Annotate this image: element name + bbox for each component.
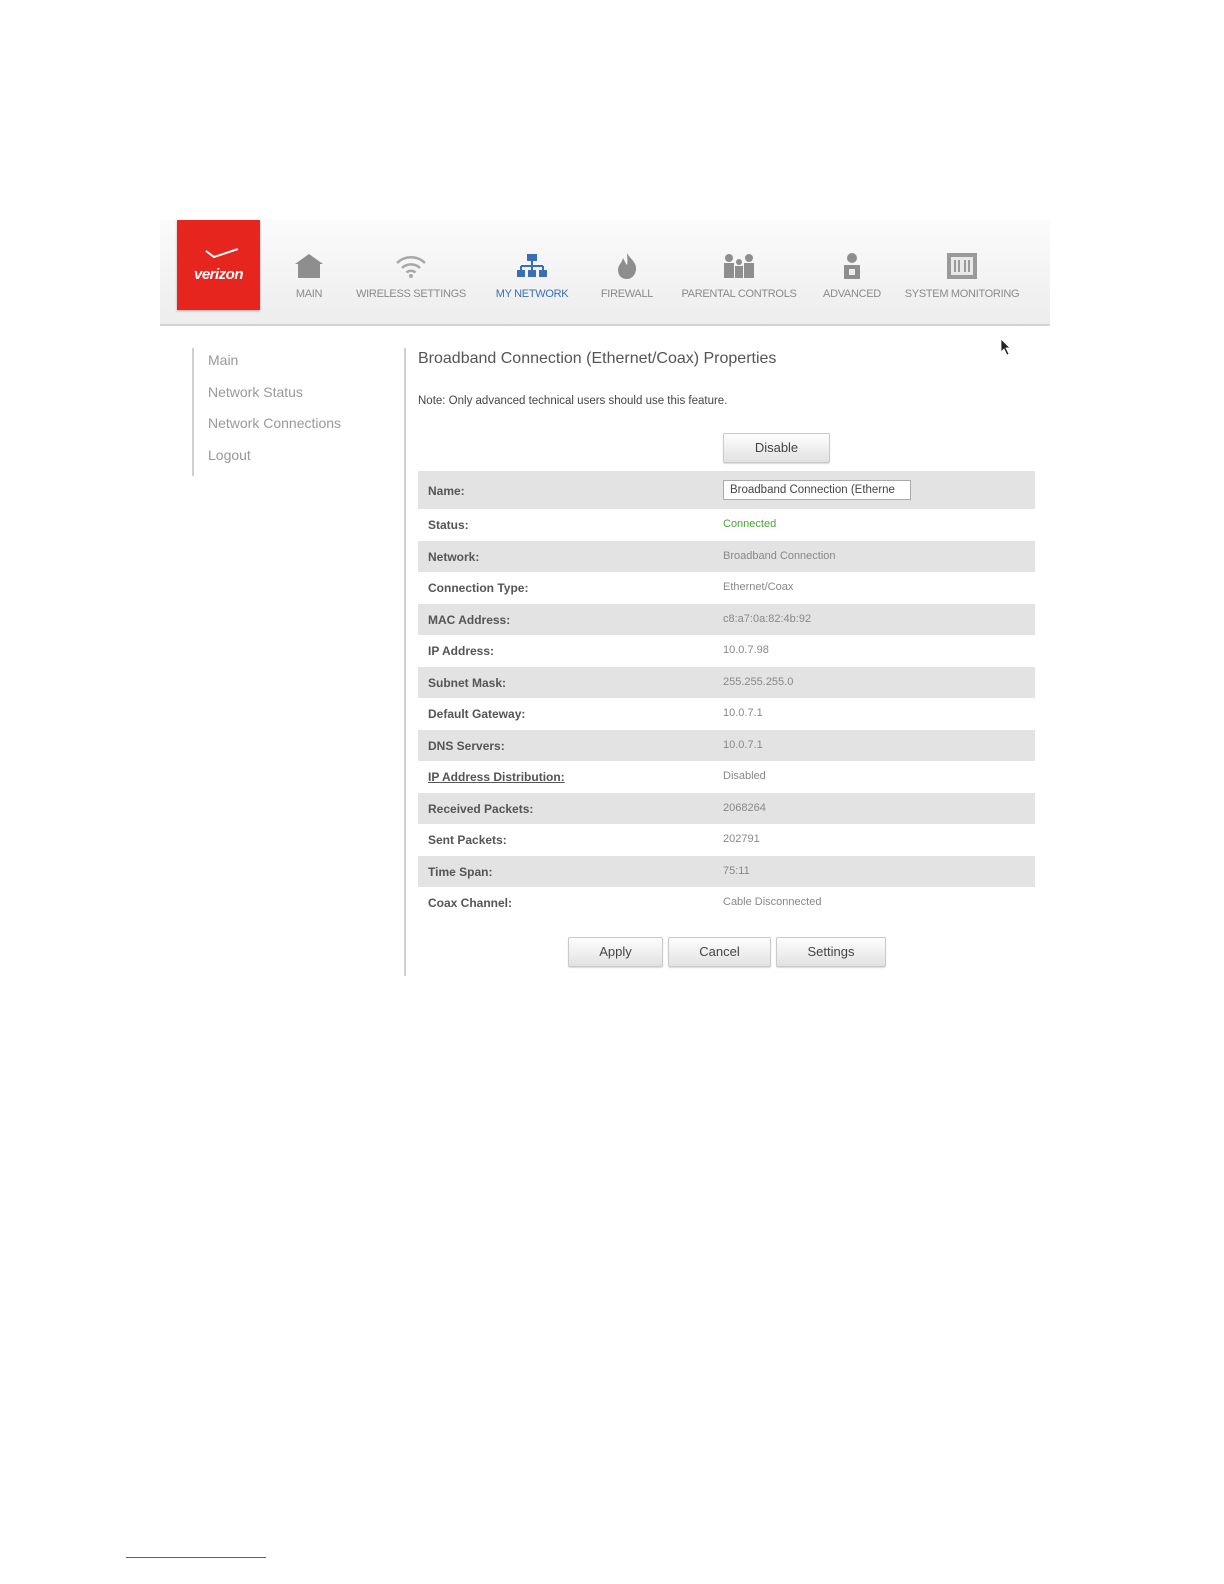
nav-label: FIREWALL [600,288,654,300]
mouse-cursor-icon [1000,338,1012,356]
wifi-icon [395,254,427,278]
router-admin-window [160,220,1050,980]
table-row [418,793,1035,825]
top-nav-bar [160,220,1050,326]
user-lock-icon [841,252,863,280]
nav-wireless-settings[interactable] [356,252,466,300]
table-row [418,509,1035,541]
table-row [418,604,1035,636]
table-row [418,761,1035,793]
row-value: 202791 [723,833,760,845]
monitor-icon [946,252,978,280]
connection-name-input[interactable] [723,480,911,500]
row-label: Time Span: [428,864,493,879]
table-row [418,667,1035,699]
disable-button[interactable]: Disable [723,433,830,463]
row-label: DNS Servers: [428,738,505,753]
row-label: MAC Address: [428,612,511,627]
nav-firewall[interactable] [598,252,656,300]
row-value: c8:a7:0a:82:4b:92 [723,612,812,625]
row-value: 75:11 [723,864,750,877]
row-label: Default Gateway: [428,707,526,721]
warning-note: Note: Only advanced technical users should use this feature. [418,395,728,407]
row-label: Received Packets: [428,801,534,816]
sidebar-item-main[interactable]: Main [208,352,239,368]
table-row [418,856,1035,888]
settings-button[interactable]: Settings [776,937,886,967]
row-label: Sent Packets: [428,833,507,847]
nav-label: PARENTAL CONTROLS [681,288,797,300]
table-row [418,541,1035,573]
row-value: Cable Disconnected [723,896,822,908]
nav-label: MAIN [295,288,323,300]
sidebar-item-network-status[interactable]: Network Status [208,384,303,400]
row-value: 2068264 [723,801,766,814]
table-row [418,730,1035,762]
home-icon [294,253,324,279]
page-title: Broadband Connection (Ethernet/Coax) Properties [418,350,777,367]
nav-my-network[interactable] [494,252,570,300]
row-value: Broadband Connection [723,549,836,562]
verizon-logo[interactable] [177,220,260,310]
nav-label: SYSTEM MONITORING [904,288,1020,300]
table-row [418,698,1035,730]
row-label: Network: [428,549,480,564]
row-label: Coax Channel: [428,896,513,910]
network-icon [517,253,547,279]
family-icon [722,253,756,279]
row-label: Connection Type: [428,581,529,595]
row-label: Status: [428,518,469,532]
ip-distribution-link[interactable]: IP Address Distribution: [428,770,565,784]
nav-label: WIRELESS SETTINGS [356,288,466,300]
logo-text: verizon [193,266,243,283]
nav-system-monitoring[interactable] [904,252,1020,300]
table-row [418,824,1035,856]
nav-parental-controls[interactable] [678,252,800,300]
status-value: Connected [723,518,777,530]
row-value: 10.0.7.98 [723,644,769,656]
row-value: Disabled [723,770,766,782]
nav-label: MY NETWORK [495,288,569,300]
row-label: IP Address: [428,644,495,658]
table-row [418,635,1035,667]
table-row [418,471,1035,509]
table-row [418,887,1035,919]
cancel-button[interactable]: Cancel [668,937,771,967]
table-row [418,572,1035,604]
row-value: 10.0.7.1 [723,738,763,751]
row-value: Ethernet/Coax [723,581,794,593]
checkmark-icon [205,248,239,258]
sidebar-item-logout[interactable]: Logout [208,447,251,463]
row-label: Subnet Mask: [428,675,507,690]
nav-main[interactable] [288,252,330,300]
row-value: 10.0.7.1 [723,707,763,719]
row-value: 255.255.255.0 [723,675,794,688]
apply-button[interactable]: Apply [568,937,663,967]
nav-advanced[interactable] [818,252,886,300]
footnote-separator [126,1557,266,1558]
properties-table [418,471,1035,919]
sidebar-item-network-connections[interactable]: Network Connections [208,415,342,431]
flame-icon [616,252,638,280]
nav-label: ADVANCED [823,288,881,300]
content-divider [404,348,406,976]
row-label: Name: [428,484,465,498]
sidebar [192,348,394,476]
